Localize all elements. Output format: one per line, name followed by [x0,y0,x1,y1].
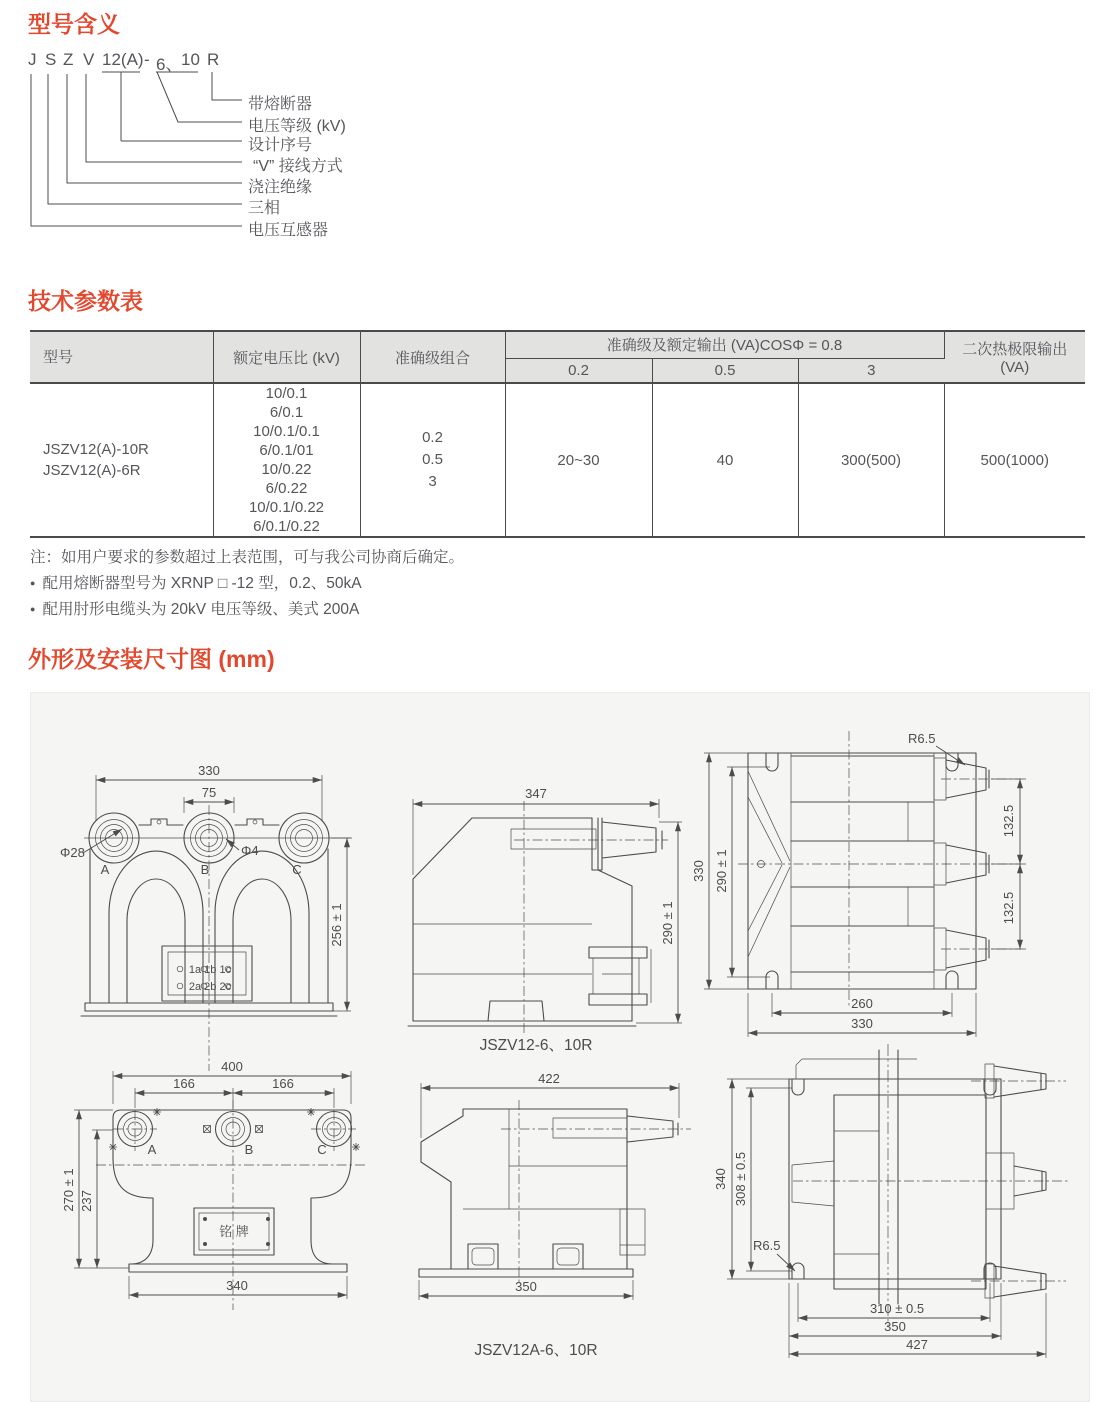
model-label-fuse: 带熔断器 [248,96,313,113]
terminal-label-c: C [317,1142,327,1157]
note-line [30,597,359,619]
col-subheader-0-5: 0.5 [652,358,798,383]
drawing-top-view-jszv12 [686,701,1091,1056]
ratio-line: 6/0.22 [265,480,308,497]
nameplate [194,1208,274,1255]
code-part-dash: - [144,50,150,69]
drawings-panel [30,692,1090,1402]
terminal-label-b: B [200,862,210,877]
code-part-r: R [207,50,220,69]
dim-radius-r6-5: R6.5 [908,731,936,746]
dim-spacing-132-5-a: 132.5 [1001,804,1016,838]
code-part-v: V [83,50,95,69]
note-text: 配用熔断器型号为 XRNP □ -12 型，0.2、50kA [42,575,362,592]
dim-width-260: 260 [851,996,873,1011]
dim-spacing-132-5-b: 132.5 [1001,891,1016,925]
model-label-three-phase: 三相 [248,200,281,217]
dim-width-330-bottom: 330 [851,1016,873,1031]
dim-pitch-75: 75 [201,785,217,800]
col-subheader-0-2: 0.2 [505,358,652,383]
cell-output-0-5: 40 [652,383,798,537]
col-header-thermal [944,331,1085,383]
dim-pitch-166-a: 166 [173,1076,195,1091]
dim-height-270: 270 ± 1 [61,1168,76,1212]
drawing-top-view-jszv12a [701,1038,1091,1402]
dim-width-350: 350 [884,1319,906,1334]
model-name: JSZV12(A)-10R [43,441,149,458]
drawing-side-view-jszv12 [406,765,706,1095]
cable-elbow [589,947,651,1005]
section-title-spec-table: 技术参数表 [28,288,143,314]
dim-radius-r6-5: R6.5 [753,1238,781,1253]
dim-height-340: 340 [713,1168,728,1190]
code-part-s: S [45,50,57,69]
bullet-icon: ● [30,577,36,588]
terminal-label-a: A [147,1142,157,1157]
drawing-side-view-jszv12a [401,1068,711,1383]
cell-output-0-2: 20~30 [505,383,652,537]
terminal-label-a: A [100,862,110,877]
note-text: 配用肘形电缆头为 20kV 电压等级、美式 200A [42,601,360,618]
col-header-accuracy: 准确级组合 [360,331,505,383]
ratio-line: 10/0.22 [261,461,312,478]
cell-accuracies [360,383,505,537]
table-row [30,383,1085,537]
model-label-v-connection: “V” 接线方式 [253,158,343,175]
col-header-ratio: 额定电压比 (kV) [213,331,360,383]
model-label-voltage-transformer: 电压互感器 [248,222,329,239]
nameplate-text: 铭 牌 [219,1224,249,1239]
terminal-label-b: B [244,1142,254,1157]
dim-width-427: 427 [906,1337,928,1352]
col-subheader-3: 3 [798,358,944,383]
dim-base-340: 340 [226,1278,248,1293]
cell-ratios [213,383,360,537]
ratio-line: 10/0.1/0.22 [248,499,325,516]
code-part-z: Z [63,50,74,69]
dim-pitch-166-b: 166 [272,1076,294,1091]
cell-thermal-output: 500(1000) [980,451,1049,469]
dim-height-237: 237 [79,1190,94,1212]
model-label-cast-insulation: 浇注绝缘 [248,179,313,196]
col-header-model: 型号 [30,331,213,383]
ratio-line: 10/0.1/0.1 [253,423,320,440]
code-part-6: 6、 [156,55,183,74]
accuracy-line: 0.2 [422,429,443,446]
dim-base-350: 350 [515,1279,537,1294]
spec-table [30,330,1085,538]
model-label-design-no: 设计序号 [248,137,313,154]
terminal-row-1: 1a 1b 1c [188,964,232,976]
col-header-thermal-line1: 二次热极限输出 [962,341,1068,358]
ratio-line: 6/0.1/0.22 [253,518,320,535]
ratio-line: 6/0.1 [269,404,304,421]
dim-width-422: 422 [538,1071,560,1086]
bullet-icon: ● [30,603,36,614]
dim-height-290: 290 ± 1 [714,849,729,893]
section-title-model-meaning: 型号含义 [28,11,120,37]
terminal-box [162,946,252,1001]
note-text: 注：如用户要求的参数超过上表范围，可与我公司协商后确定。 [30,549,465,566]
dim-width-400: 400 [221,1059,243,1074]
dim-phi4: Φ4 [241,843,259,858]
code-part-j: J [28,50,37,69]
model-name: JSZV12(A)-6R [43,462,141,479]
dim-height-290: 290 ± 1 [660,901,675,945]
note-line [30,545,464,567]
dim-height-308: 308 ± 0.5 [733,1151,748,1207]
code-part-12a: 12(A) [102,50,144,69]
ratio-line: 6/0.1/01 [259,442,314,459]
mounting-feet [468,1244,583,1269]
note-line [30,571,362,593]
dim-phi28: Φ28 [60,845,85,860]
drawing-front-view-jszv12a [51,1058,396,1333]
terminal-label-c: C [292,862,302,877]
drawing-caption-jszv12: JSZV12-6、10R [479,1037,593,1054]
drawing-caption-jszv12a: JSZV12A-6、10R [474,1342,598,1359]
model-code-leader-lines [20,70,450,240]
dim-width-347: 347 [525,786,547,801]
accuracy-line: 0.5 [422,451,443,468]
col-header-thermal-line2: (VA) [1000,359,1030,376]
cell-output-3: 300(500) [798,383,944,537]
side-bracket [620,1209,645,1255]
accuracy-line: 3 [428,473,437,490]
dim-width-310: 310 ± 0.5 [869,1301,925,1316]
section-title-dimension-drawings: 外形及安装尺寸图 (mm) [28,646,275,672]
ratio-line: 10/0.1 [265,385,308,402]
model-label-voltage: 电压等级 (kV) [248,118,346,135]
col-header-output-group: 准确级及额定输出 (VA)COSΦ = 0.8 [505,331,944,358]
terminal-row-2: 2a 2b 2c [188,981,232,993]
dim-width-330: 330 [198,763,220,778]
code-part-10: 10 [181,50,200,69]
drawing-front-view-jszv12 [59,753,409,1073]
cell-models [30,383,213,537]
dim-height-330: 330 [691,860,706,882]
dim-height-256: 256 ± 1 [329,903,344,947]
